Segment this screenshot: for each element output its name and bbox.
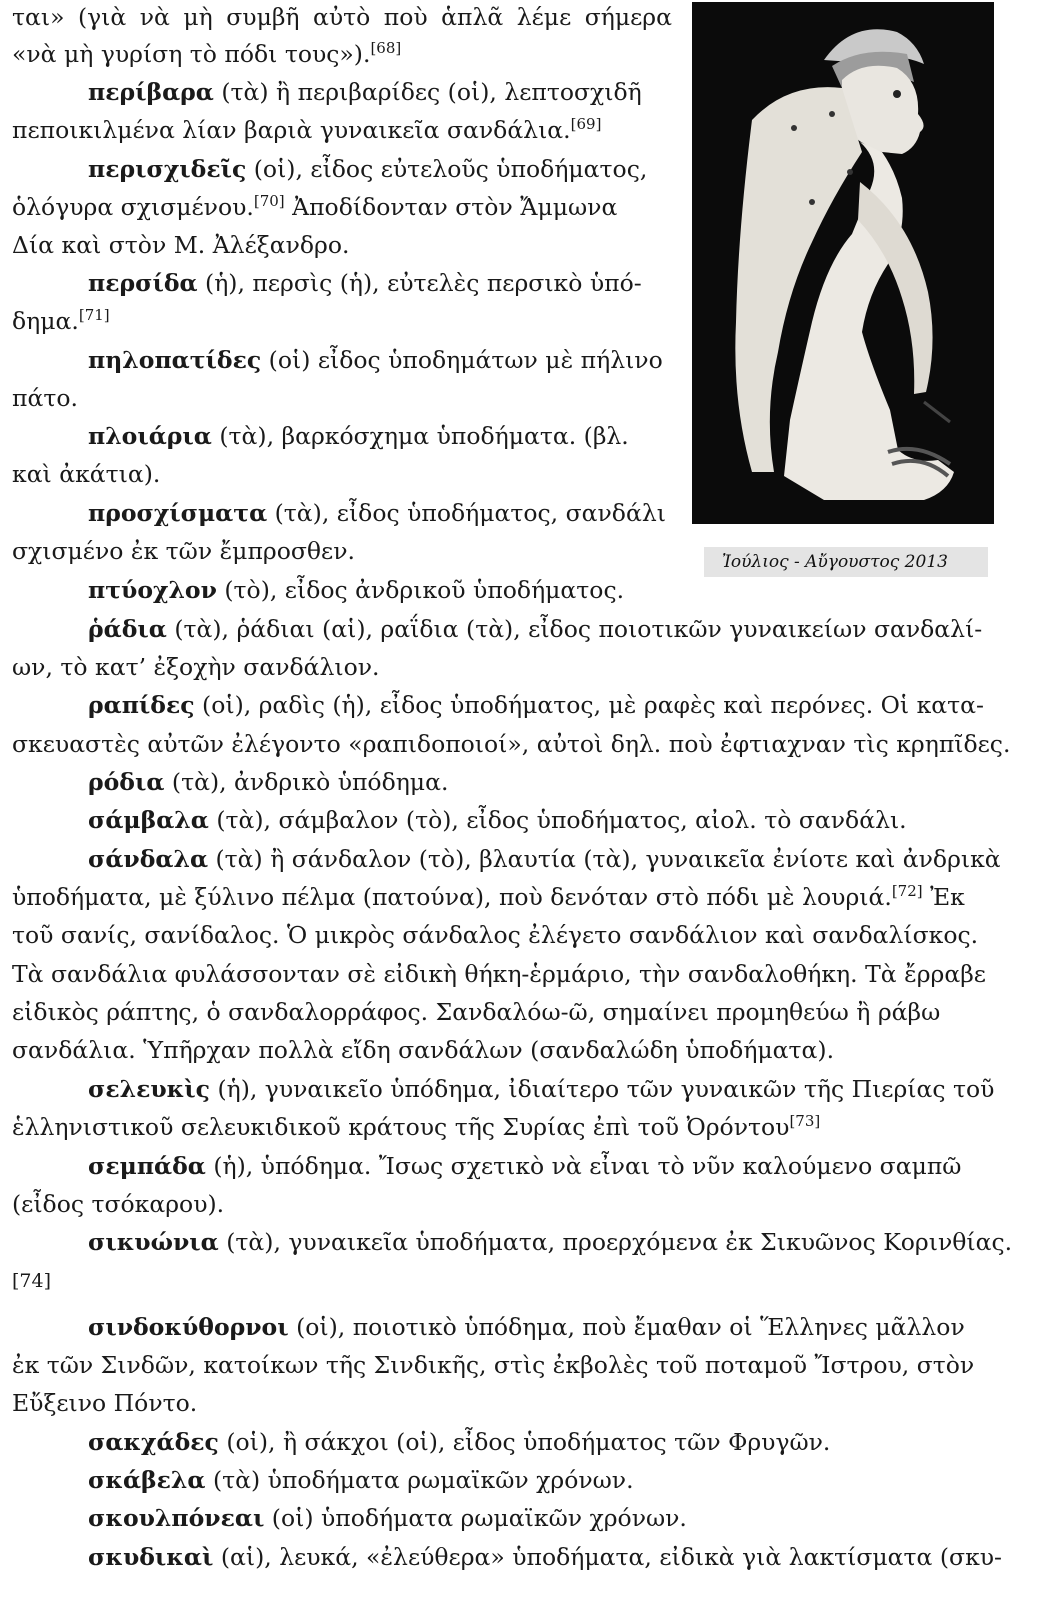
entry-line: σελευκὶς (ἡ), γυναικεῖο ὑπόδημα, ἰδιαίτερο τῶν γυναικῶν τῆς Πιερίας τοῦ (88, 1075, 995, 1103)
entry-term: πηλοπατίδες (88, 346, 262, 374)
entry-line: ῥάδια (τὰ), ῥάδιαι (αἱ), ραΐδια (τὰ), εἶδος ποιοτικῶν γυναικείων σανδαλί- (88, 615, 983, 643)
entry-term: σινδοκύθορνοι (88, 1313, 289, 1341)
entry-term: πτύοχλον (88, 576, 217, 604)
entry-line: σακχάδες (οἱ), ἢ σάκχοι (οἱ), εἶδος ὑποδήματος τῶν Φρυγῶν. (88, 1428, 831, 1456)
text-line: πάτο. (12, 384, 78, 412)
entry-line: σινδοκύθορνοι (οἱ), ποιοτικὸ ὑπόδημα, ποὺ ἔμαθαν οἱ Ἕλληνες μᾶλλον (88, 1313, 965, 1341)
entry-line: περισχιδεῖς (οἱ), εἶδος εὐτελοῦς ὑποδήματος, (88, 155, 648, 183)
entry-term: σακχάδες (88, 1428, 219, 1456)
text-line: Εὔξεινο Πόντο. (12, 1389, 198, 1417)
text-line: ται» (γιὰ νὰ μὴ συμβῆ αὐτὸ ποὺ ἁπλᾶ λέμε σήμερα (12, 3, 672, 31)
entry-term: περίβαρα (88, 78, 214, 106)
text-line: σανδάλια. Ὑπῆρχαν πολλὰ εἴδη σανδάλων (σανδαλώδη ὑποδήματα). (12, 1036, 835, 1064)
entry-term: σκυδικαὶ (88, 1543, 214, 1571)
entry-term: σάνδαλα (88, 845, 209, 873)
entry-term: σελευκὶς (88, 1075, 210, 1103)
text-line: ἐκ τῶν Σινδῶν, κατοίκων τῆς Σινδικῆς, στὶς ἐκβολὲς τοῦ ποταμοῦ Ἴστρου, στὸν (12, 1351, 975, 1379)
text-line: πεποικιλμένα λίαν βαριὰ γυναικεῖα σανδάλια.[69] (12, 115, 602, 144)
entry-term: πλοιάρια (88, 422, 212, 450)
entry-line: προσχίσματα (τὰ), εἶδος ὑποδήματος, σανδάλι (88, 499, 666, 527)
footnote-ref: [70] (253, 192, 285, 210)
entry-line: σκάβελα (τὰ) ὑποδήματα ρωμαϊκῶν χρόνων. (88, 1466, 634, 1494)
entry-line: ραπίδες (οἱ), ραδὶς (ἡ), εἶδος ὑποδήματος, μὲ ραφὲς καὶ περόνες. Οἱ κατα- (88, 691, 984, 719)
entry-term: σεμπάδα (88, 1152, 206, 1180)
entry-term: ραπίδες (88, 691, 195, 719)
entry-line: περίβαρα (τὰ) ἢ περιβαρίδες (οἱ), λεπτοσχιδῆ (88, 78, 642, 106)
entry-line: πλοιάρια (τὰ), βαρκόσχημα ὑποδήματα. (βλ. (88, 422, 629, 450)
footnote-ref: [69] (570, 115, 602, 133)
entry-term: σάμβαλα (88, 806, 209, 834)
crouching-figure-illustration (692, 2, 994, 524)
entry-line: ρόδια (τὰ), ἀνδρικὸ ὑπόδημα. (88, 768, 449, 796)
text-line: ἑλληνιστικοῦ σελευκιδικοῦ κράτους τῆς Συρίας ἐπὶ τοῦ Ὀρόντου[73] (12, 1112, 821, 1141)
footnote-ref: [71] (78, 306, 110, 324)
text-line: «νὰ μὴ γυρίση τὸ πόδι τους»).[68] (12, 39, 402, 68)
entry-line: σκυδικαὶ (αἱ), λευκά, «ἐλεύθερα» ὑποδήματα, εἰδικὰ γιὰ λακτίσματα (σκυ- (88, 1543, 1003, 1571)
footnote-ref: [73] (789, 1112, 821, 1130)
footnote-ref: [68] (370, 39, 402, 57)
entry-line: περσίδα (ἡ), περσὶς (ἡ), εὐτελὲς περσικὸ ὑπό- (88, 269, 642, 297)
entry-term: ρόδια (88, 768, 165, 796)
text-line: σχισμένο ἐκ τῶν ἔμπροσθεν. (12, 537, 355, 565)
text-line: ων, τὸ κατ’ ἐξοχὴν σανδάλιον. (12, 653, 380, 681)
text-line: (εἶδος τσόκαρου). (12, 1190, 225, 1218)
text-line: Τὰ σανδάλια φυλάσσονταν σὲ εἰδικὴ θήκη-ἑρμάριο, τὴν σανδαλοθήκη. Τὰ ἔρραβε (12, 960, 986, 988)
entry-term: προσχίσματα (88, 499, 268, 527)
entry-line: πτύοχλον (τὸ), εἶδος ἀνδρικοῦ ὑποδήματος. (88, 576, 625, 604)
vase-figure-image (692, 2, 994, 524)
entry-term: ῥάδια (88, 615, 167, 643)
entry-line: σάμβαλα (τὰ), σάμβαλον (τὸ), εἶδος ὑποδήματος, αἰολ. τὸ σανδάλι. (88, 806, 907, 834)
entry-term: περσίδα (88, 269, 198, 297)
entry-line: πηλοπατίδες (οἱ) εἶδος ὑποδημάτων μὲ πήλινο (88, 346, 663, 374)
text-line: ὁλόγυρα σχισμένου.[70] Ἀποδίδονταν στὸν Ἄμμωνα (12, 192, 618, 221)
entry-term: σκουλπόνεαι (88, 1504, 265, 1532)
footnote-ref: [72] (891, 882, 923, 900)
entry-line: σικυώνια (τὰ), γυναικεῖα ὑποδήματα, προερχόμενα ἐκ Σικυῶνος Κορινθίας. (88, 1228, 1013, 1256)
text-line: τοῦ σανίς, σανίδαλος. Ὁ μικρὸς σάνδαλος ἐλέγετο σανδάλιον καὶ σανδαλίσκος. (12, 921, 979, 949)
entry-term: περισχιδεῖς (88, 155, 247, 183)
text-line: Δία καὶ στὸν Μ. Ἀλέξανδρο. (12, 231, 350, 259)
entry-term: σικυώνια (88, 1228, 219, 1256)
text-line: καὶ ἀκάτια). (12, 460, 161, 488)
figure-caption: Ἰούλιος - Αὔγουστος 2013 (704, 547, 988, 577)
text-line: εἰδικὸς ράπτης, ὁ σανδαλορράφος. Σανδαλόω-ῶ, σημαίνει προμηθεύω ἢ ράβω (12, 998, 941, 1026)
text-line: ὑποδήματα, μὲ ξύλινο πέλμα (πατούνα), ποὺ δενόταν στὸ πόδι μὲ λουριά.[72] Ἐκ (12, 882, 965, 911)
text-line: σκευαστὲς αὐτῶν ἐλέγοντο «ραπιδοποιοί», αὐτοὶ δηλ. ποὺ ἐφτιαχναν τὶς κρηπῖδες. (12, 730, 1011, 758)
entry-term: σκάβελα (88, 1466, 206, 1494)
footnote-ref-line: [74] (12, 1270, 52, 1292)
text-line: δημα.[71] (12, 306, 110, 335)
entry-line: σκουλπόνεαι (οἱ) ὑποδήματα ρωμαϊκῶν χρόνων. (88, 1504, 687, 1532)
entry-line: σεμπάδα (ἡ), ὑπόδημα. Ἴσως σχετικὸ νὰ εἶναι τὸ νῦν καλούμενο σαμπῶ (88, 1152, 962, 1180)
entry-line: σάνδαλα (τὰ) ἢ σάνδαλον (τὸ), βλαυτία (τὰ), γυναικεῖα ἐνίοτε καὶ ἀνδρικὰ (88, 845, 1001, 873)
